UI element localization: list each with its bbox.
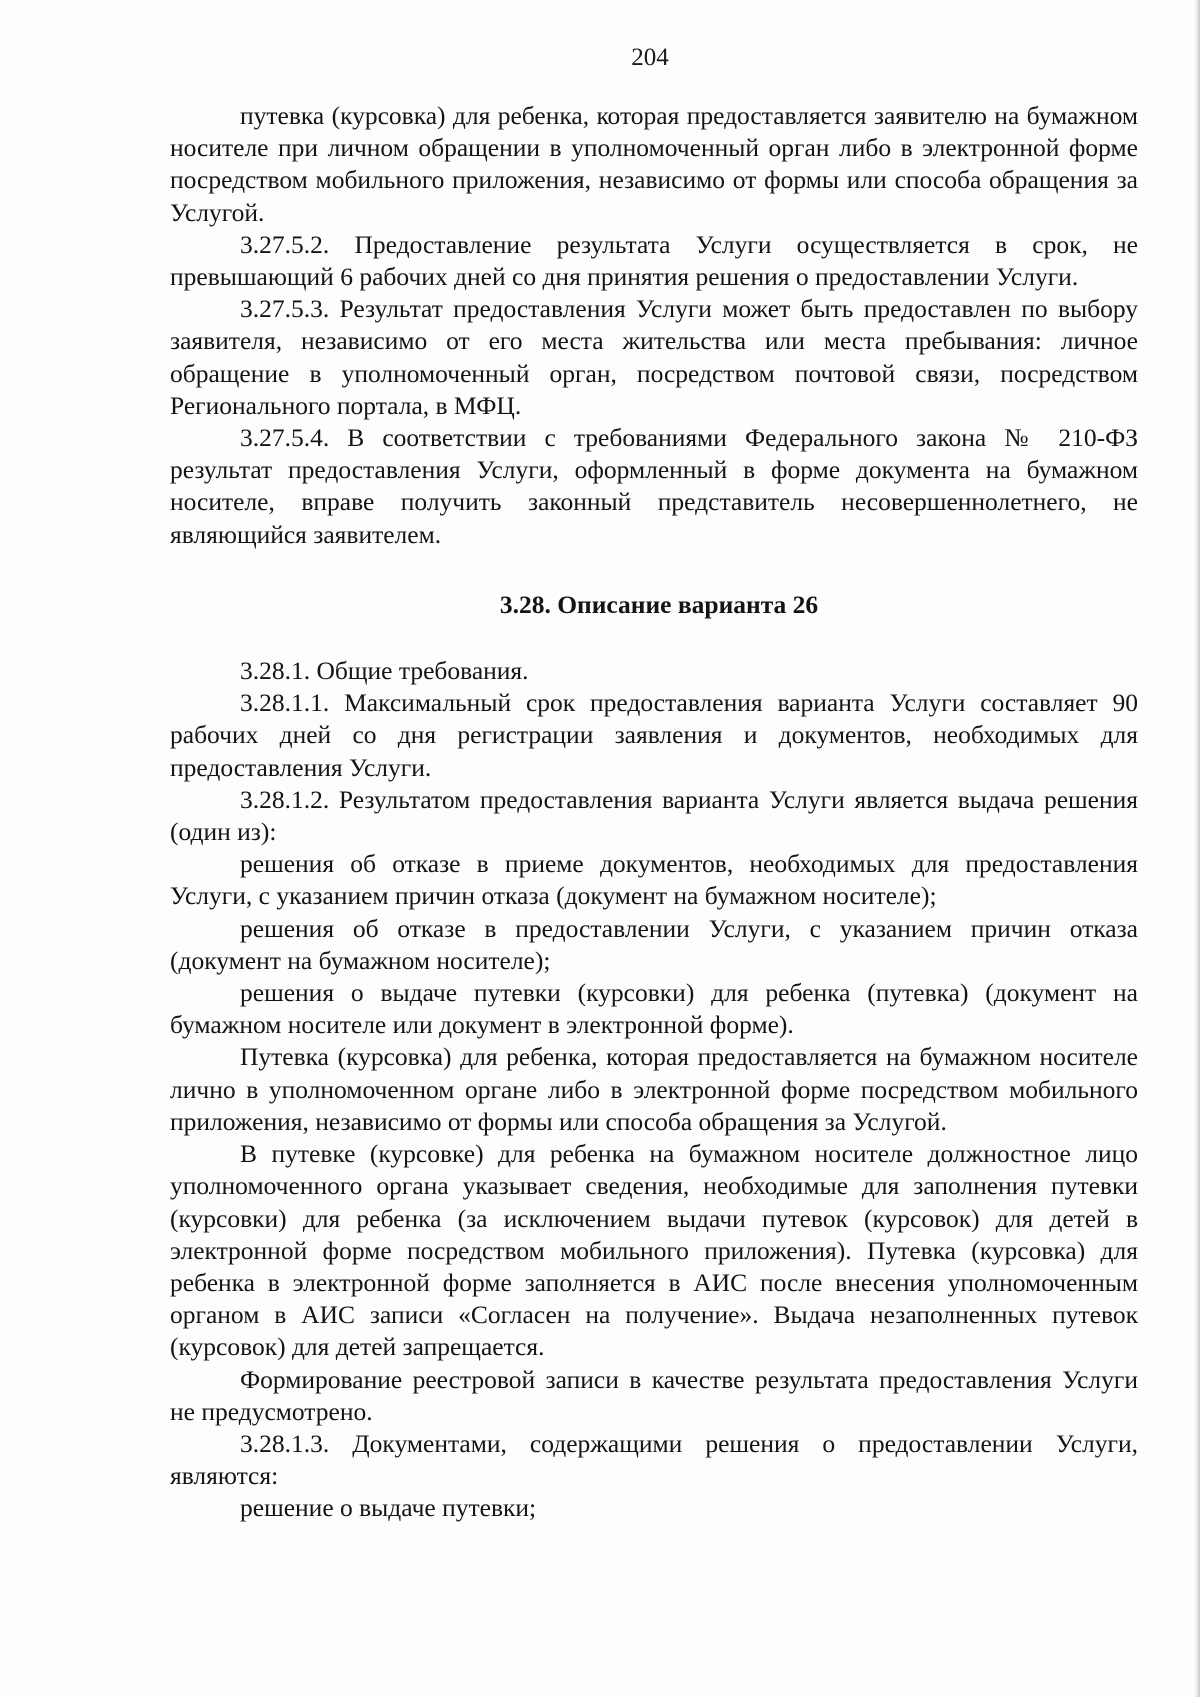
paragraph: решения об отказе в предоставлении Услуги, с указанием причин отказа (документ на бумажном носителе); <box>170 913 1138 975</box>
scan-edge-shadow <box>1194 0 1200 1697</box>
paragraph: 3.28.1.2. Результатом предоставления варианта Услуги является выдача решения (один из): <box>170 784 1138 847</box>
paragraph: 3.27.5.4. В соответствии с требованиями Федерального закона № 210-ФЗ результат предоставления Услуги, оформленный в форме документа на бумажном носителе, вправе получить законный представитель несовершеннолетнего, не являющийся заявителем. <box>170 423 1138 549</box>
paragraph: решения о выдаче путевки (курсовки) для ребенка (путевка) (документ на бумажном носителе или документ в электронной форме). <box>170 978 1138 1040</box>
paragraph: 3.27.5.2. Предоставление результата Услуги осуществляется в срок, не превышающий 6 рабочих дней со дня принятия решения о предоставлении Услуги. <box>170 229 1138 292</box>
paragraph: решение о выдаче путевки; <box>240 1493 537 1523</box>
paragraph: Формирование реестровой записи в качестве результата предоставления Услуги не предусмотрено. <box>170 1364 1138 1426</box>
paragraph: В путевке (курсовке) для ребенка на бумажном носителе должностное лицо уполномоченного органа указывает сведения, необходимые для заполнения путевки (курсовки) для ребенка (за исключением выдачи путевок (курсовок) для детей в электронной форме посредством мобильного приложения). Путевка (курсовка) для ребенка в электронной форме заполняется в АИС после внесения уполномоченным органом в АИС записи «Согласен на получение». Выдача незаполненных путевок (курсовок) для детей запрещается. <box>170 1139 1138 1362</box>
paragraph: решения об отказе в приеме документов, необходимых для предоставления Услуги, с указанием причин отказа (документ на бумажном носителе); <box>170 849 1138 911</box>
document-body <box>170 100 1138 1525</box>
section-heading: 3.28. Описание варианта 26 <box>499 589 819 619</box>
page-number: 204 <box>631 44 669 71</box>
paragraph: 3.28.1.3. Документами, содержащими решения о предоставлении Услуги, являются: <box>170 1428 1138 1491</box>
paragraph: путевка (курсовка) для ребенка, которая предоставляется заявителю на бумажном носителе при личном обращении в уполномоченный орган либо в электронной форме посредством мобильного приложения, независимо от формы или способа обращения за Услугой. <box>170 101 1138 227</box>
paragraph: 3.28.1. Общие требования. <box>240 656 529 686</box>
paragraph: Путевка (курсовка) для ребенка, которая предоставляется на бумажном носителе лично в уполномоченном органе либо в электронной форме посредством мобильного приложения, независимо от формы или способа обращения за Услугой. <box>170 1042 1138 1136</box>
paragraph: 3.28.1.1. Максимальный срок предоставления варианта Услуги составляет 90 рабочих дней со дня регистрации заявления и документов, необходимых для предоставления Услуги. <box>170 688 1138 782</box>
paragraph: 3.27.5.3. Результат предоставления Услуги может быть предоставлен по выбору заявителя, независимо от его места жительства или места пребывания: личное обращение в уполномоченный орган, посредством почтовой связи, посредством Регионального портала, в МФЦ. <box>170 294 1138 420</box>
